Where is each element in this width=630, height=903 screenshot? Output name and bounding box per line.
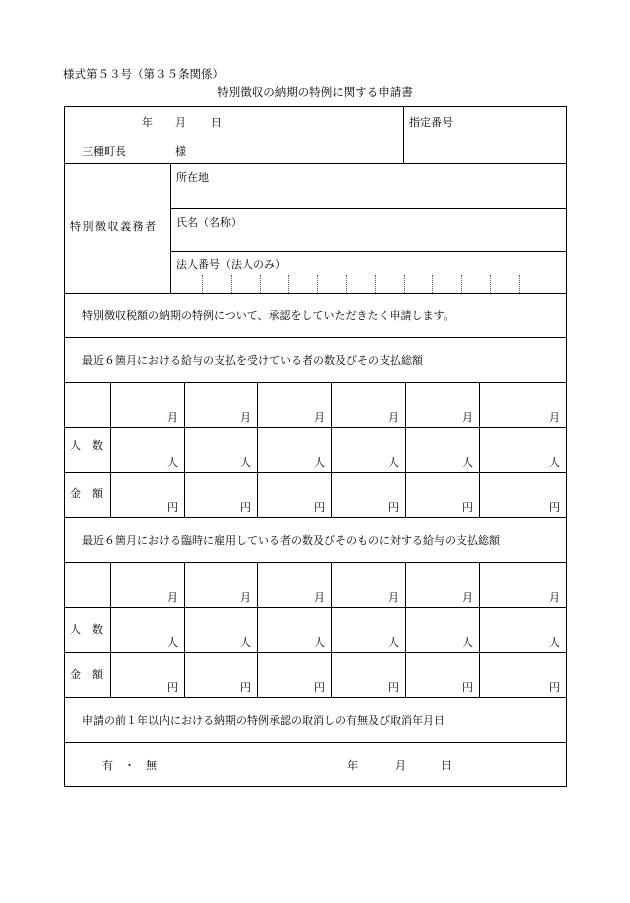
amount-cell[interactable]: 円 [388, 501, 399, 514]
digit-separator [375, 275, 376, 293]
month-cell[interactable]: 月 [240, 591, 251, 604]
section2-heading: 最近６箇月における臨時に雇用している者の数及びそのものに対する給与の支払総額 [82, 534, 500, 547]
month-cell[interactable]: 月 [314, 591, 325, 604]
rule [65, 607, 566, 608]
digit-separator [519, 275, 520, 293]
section2-amount-label: 金 額 [70, 668, 103, 681]
yes-no-choice[interactable]: 有 ・ 無 [102, 759, 157, 772]
amount-cell[interactable]: 円 [167, 501, 178, 514]
month-cell[interactable]: 月 [388, 411, 399, 424]
section1-people-label: 人 数 [70, 439, 103, 452]
amount-cell[interactable]: 円 [462, 681, 473, 694]
digit-separator [260, 275, 261, 293]
designation-number-label: 指定番号 [409, 116, 453, 129]
rule [65, 742, 566, 743]
people-cell[interactable]: 人 [462, 456, 473, 469]
month-cell[interactable]: 月 [462, 591, 473, 604]
digit-separator [231, 275, 232, 293]
rule [65, 472, 566, 473]
date-day-label: 日 [211, 116, 222, 129]
cancel-month-label: 月 [395, 759, 406, 772]
digit-separator [317, 275, 318, 293]
month-cell[interactable]: 月 [462, 411, 473, 424]
rule [65, 337, 566, 338]
digit-separator [404, 275, 405, 293]
rule [65, 427, 566, 428]
column-divider [331, 562, 332, 697]
rule [170, 251, 566, 252]
month-cell[interactable]: 月 [549, 591, 560, 604]
column-divider [184, 382, 185, 517]
column-divider [257, 562, 258, 697]
people-cell[interactable]: 人 [462, 636, 473, 649]
rule [65, 517, 566, 518]
section2-people-label: 人 数 [70, 623, 103, 636]
honorific: 様 [175, 145, 186, 158]
people-cell[interactable]: 人 [549, 456, 560, 469]
people-cell[interactable]: 人 [167, 636, 178, 649]
date-month-label: 月 [175, 116, 186, 129]
column-divider [331, 382, 332, 517]
top-divider [403, 107, 404, 163]
obligor-label: 特別徴収義務者 [70, 220, 158, 233]
digit-separator [490, 275, 491, 293]
people-cell[interactable]: 人 [314, 636, 325, 649]
amount-cell[interactable]: 円 [549, 501, 560, 514]
name-label: 氏名（名称） [176, 216, 242, 229]
rule [65, 697, 566, 698]
people-cell[interactable]: 人 [167, 456, 178, 469]
column-divider [110, 382, 111, 517]
month-cell[interactable]: 月 [314, 411, 325, 424]
cancel-day-label: 日 [441, 759, 452, 772]
people-cell[interactable]: 人 [240, 456, 251, 469]
month-cell[interactable]: 月 [167, 411, 178, 424]
month-cell[interactable]: 月 [240, 411, 251, 424]
column-divider [479, 382, 480, 517]
people-cell[interactable]: 人 [314, 456, 325, 469]
cancel-year-label: 年 [347, 759, 358, 772]
month-cell[interactable]: 月 [549, 411, 560, 424]
column-divider [257, 382, 258, 517]
digit-separator [461, 275, 462, 293]
amount-cell[interactable]: 円 [167, 681, 178, 694]
column-divider [405, 382, 406, 517]
column-divider [110, 562, 111, 697]
rule [170, 208, 566, 209]
form-title: 特別徴収の納期の特例に関する申請書 [217, 85, 413, 99]
amount-cell[interactable]: 円 [240, 501, 251, 514]
date-year-label: 年 [142, 116, 153, 129]
column-divider [405, 562, 406, 697]
amount-cell[interactable]: 円 [388, 681, 399, 694]
people-cell[interactable]: 人 [388, 456, 399, 469]
corporate-number-label: 法人番号（法人のみ） [176, 258, 286, 271]
request-statement: 特別徴収税額の納期の特例について、承認をしていただきたく申請します。 [82, 309, 455, 322]
rule [65, 652, 566, 653]
rule [65, 293, 566, 294]
application-form [64, 106, 567, 787]
month-cell[interactable]: 月 [167, 591, 178, 604]
people-cell[interactable]: 人 [549, 636, 560, 649]
section1-amount-label: 金 額 [70, 487, 103, 500]
digit-separator [432, 275, 433, 293]
digit-separator [288, 275, 289, 293]
cancellation-heading: 申請の前１年以内における納期の特例承認の取消しの有無及び取消年月日 [82, 714, 445, 727]
address-label: 所在地 [176, 171, 209, 184]
form-number: 様式第５３号（第３５条関係） [63, 67, 224, 81]
digit-separator [202, 275, 203, 293]
amount-cell[interactable]: 円 [462, 501, 473, 514]
amount-cell[interactable]: 円 [314, 501, 325, 514]
obligor-divider [170, 163, 171, 293]
addressee: 三種町長 [82, 145, 126, 158]
column-divider [184, 562, 185, 697]
amount-cell[interactable]: 円 [314, 681, 325, 694]
rule [65, 163, 566, 164]
column-divider [479, 562, 480, 697]
amount-cell[interactable]: 円 [240, 681, 251, 694]
people-cell[interactable]: 人 [240, 636, 251, 649]
rule [65, 382, 566, 383]
amount-cell[interactable]: 円 [549, 681, 560, 694]
section1-heading: 最近６箇月における給与の支払を受けている者の数及びその支払総額 [82, 354, 423, 367]
rule [65, 562, 566, 563]
people-cell[interactable]: 人 [388, 636, 399, 649]
month-cell[interactable]: 月 [388, 591, 399, 604]
digit-separator [346, 275, 347, 293]
